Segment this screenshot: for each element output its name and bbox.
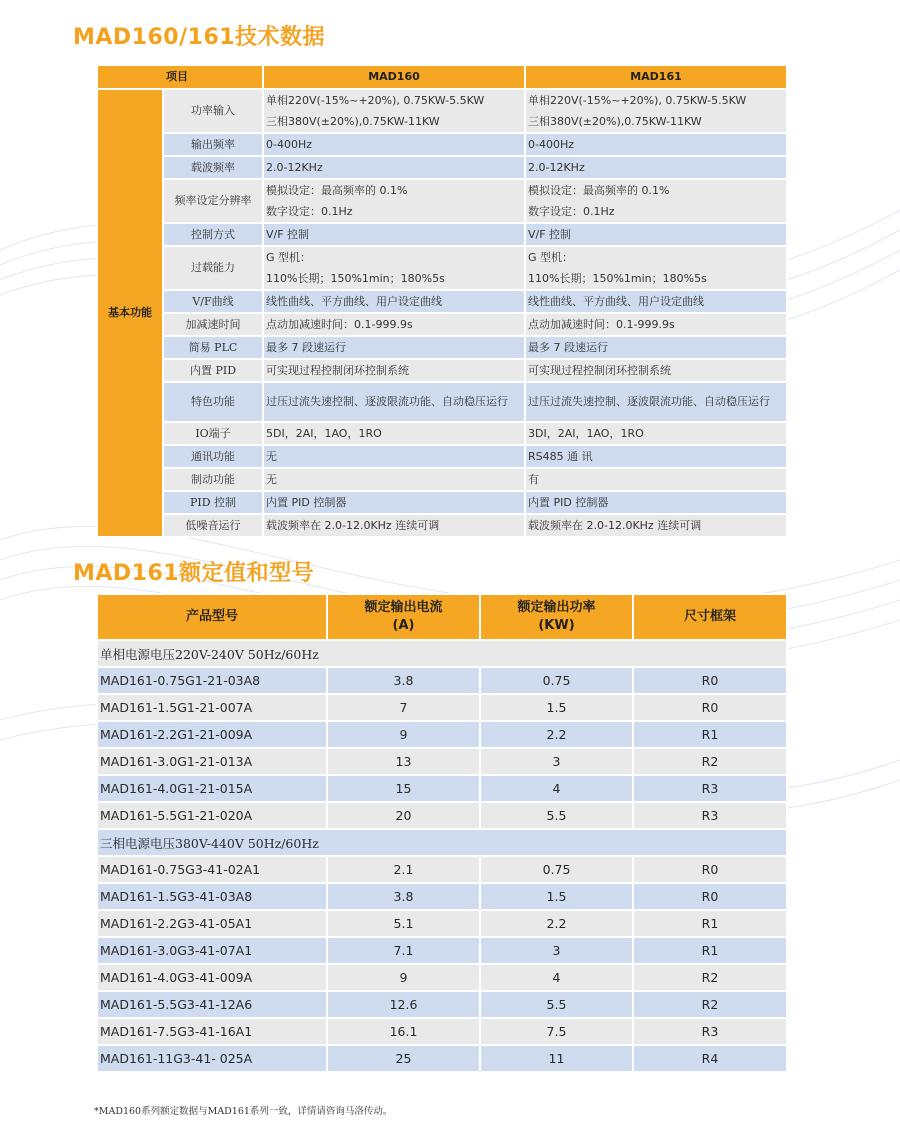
rating-cell-current: 3.8	[327, 883, 480, 910]
rating-cell-model: MAD161-3.0G1-21-013A	[97, 748, 327, 775]
spec-value-mad161	[525, 156, 787, 179]
spec-row-label: 简易 PLC	[163, 336, 263, 359]
spec-row	[97, 514, 787, 537]
spec-value-line: 线性曲线、平方曲线、用户设定曲线	[266, 295, 442, 308]
spec-value-line: 最多 7 段速运行	[266, 341, 346, 354]
rating-cell-model: MAD161-2.2G1-21-009A	[97, 721, 327, 748]
spec-value-line: 2.0-12KHz	[528, 161, 585, 174]
rating-cell-current: 13	[327, 748, 480, 775]
spec-value-mad161	[525, 336, 787, 359]
spec-value-line: G 型机：	[528, 251, 574, 264]
spec-value-line: 0-400Hz	[528, 138, 575, 151]
spec-value-line: 无	[266, 450, 277, 463]
spec-header-mad161: MAD161	[525, 65, 787, 89]
spec-value-line: 过压过流失速控制、逐波限流功能、自动稳压运行	[266, 395, 508, 408]
rating-row	[97, 910, 787, 937]
rating-cell-current: 15	[327, 775, 480, 802]
spec-row	[97, 313, 787, 336]
rating-cell-frame: R0	[633, 694, 787, 721]
rating-cell-current: 9	[327, 721, 480, 748]
spec-value-line: 有	[528, 473, 539, 486]
spec-value-mad160	[263, 313, 525, 336]
spec-value-mad161	[525, 468, 787, 491]
rating-row	[97, 991, 787, 1018]
rating-cell-frame: R1	[633, 721, 787, 748]
rating-cell-model: MAD161-0.75G1-21-03A8	[97, 667, 327, 694]
rating-cell-model: MAD161-1.5G3-41-03A8	[97, 883, 327, 910]
spec-value-line: V/F 控制	[266, 228, 310, 241]
rating-cell-model: MAD161-5.5G1-21-020A	[97, 802, 327, 829]
rating-cell-power: 4	[480, 775, 633, 802]
spec-row	[97, 89, 787, 133]
rating-table	[96, 593, 788, 1073]
spec-row	[97, 382, 787, 422]
rating-cell-model: MAD161-4.0G3-41-009A	[97, 964, 327, 991]
rating-cell-model: MAD161-11G3-41- 025A	[97, 1045, 327, 1072]
rating-cell-current: 3.8	[327, 667, 480, 694]
rating-cell-power: 3	[480, 937, 633, 964]
rating-cell-model: MAD161-3.0G3-41-07A1	[97, 937, 327, 964]
spec-value-line: 内置 PID 控制器	[528, 496, 609, 509]
rating-cell-power: 1.5	[480, 694, 633, 721]
rating-cell-current: 2.1	[327, 856, 480, 883]
rating-header-power: 额定输出功率 (KW)	[480, 594, 633, 640]
spec-value-line: 线性曲线、平方曲线、用户设定曲线	[528, 295, 704, 308]
spec-value-line: 可实现过程控制闭环控制系统	[266, 364, 409, 377]
spec-row	[97, 445, 787, 468]
spec-row	[97, 133, 787, 156]
spec-value-line: 单相220V(-15%~+20%), 0.75KW-5.5KW	[266, 94, 485, 107]
spec-row-label: 低噪音运行	[163, 514, 263, 537]
rating-row	[97, 1045, 787, 1072]
spec-value-mad161	[525, 422, 787, 445]
spec-value-mad160	[263, 336, 525, 359]
spec-row-label: 加减速时间	[163, 313, 263, 336]
spec-value-line: 三相380V(±20%),0.75KW-11KW	[528, 115, 702, 128]
spec-header-item: 项目	[97, 65, 263, 89]
spec-value-mad160	[263, 133, 525, 156]
rating-row	[97, 883, 787, 910]
spec-row-label: 内置 PID	[163, 359, 263, 382]
spec-value-line: 模拟设定：最高频率的 0.1%	[266, 184, 408, 197]
rating-group-title: 单相电源电压220V-240V 50Hz/60Hz	[97, 640, 787, 667]
spec-value-line: 点动加减速时间：0.1-999.9s	[528, 318, 675, 331]
rating-cell-model: MAD161-5.5G3-41-12A6	[97, 991, 327, 1018]
spec-value-mad161	[525, 514, 787, 537]
rating-cell-power: 5.5	[480, 802, 633, 829]
rating-cell-frame: R4	[633, 1045, 787, 1072]
spec-value-line: 模拟设定：最高频率的 0.1%	[528, 184, 670, 197]
spec-row-label: 输出频率	[163, 133, 263, 156]
rating-cell-current: 20	[327, 802, 480, 829]
spec-row	[97, 246, 787, 290]
spec-row	[97, 336, 787, 359]
rating-cell-power: 2.2	[480, 910, 633, 937]
rating-cell-frame: R2	[633, 964, 787, 991]
spec-row-label: 频率设定分辨率	[163, 179, 263, 223]
rating-cell-power: 3	[480, 748, 633, 775]
rating-cell-current: 7.1	[327, 937, 480, 964]
spec-value-mad161	[525, 491, 787, 514]
rating-row	[97, 775, 787, 802]
spec-value-mad160	[263, 290, 525, 313]
spec-value-line: 110%长期；150%1min；180%5s	[528, 272, 707, 285]
spec-value-mad160	[263, 223, 525, 246]
spec-value-mad161	[525, 445, 787, 468]
spec-row-label: V/F曲线	[163, 290, 263, 313]
spec-value-mad161	[525, 359, 787, 382]
rating-cell-current: 9	[327, 964, 480, 991]
spec-row-label: 载波频率	[163, 156, 263, 179]
spec-value-line: 5DI，2AI，1AO，1RO	[266, 427, 382, 440]
spec-table	[96, 64, 788, 538]
rating-section-title: MAD161额定值和型号	[73, 561, 315, 586]
rating-cell-model: MAD161-4.0G1-21-015A	[97, 775, 327, 802]
spec-value-line: RS485 通 讯	[528, 450, 593, 463]
footnote: *MAD160系列额定数据与MAD161系列一致，详情请咨询马洛传动。	[94, 1106, 393, 1117]
rating-cell-frame: R3	[633, 802, 787, 829]
spec-value-line: 载波频率在 2.0-12.0KHz 连续可调	[528, 519, 702, 532]
spec-value-line: G 型机：	[266, 251, 312, 264]
spec-row-label: 过载能力	[163, 246, 263, 290]
spec-value-line: 可实现过程控制闭环控制系统	[528, 364, 671, 377]
rating-row	[97, 721, 787, 748]
spec-value-mad161	[525, 89, 787, 133]
rating-cell-frame: R1	[633, 937, 787, 964]
rating-cell-current: 16.1	[327, 1018, 480, 1045]
rating-cell-frame: R0	[633, 883, 787, 910]
rating-cell-frame: R3	[633, 775, 787, 802]
rating-cell-power: 1.5	[480, 883, 633, 910]
rating-cell-current: 25	[327, 1045, 480, 1072]
rating-cell-power: 4	[480, 964, 633, 991]
rating-cell-frame: R3	[633, 1018, 787, 1045]
spec-value-mad161	[525, 313, 787, 336]
spec-row-label: 功率输入	[163, 89, 263, 133]
rating-cell-current: 5.1	[327, 910, 480, 937]
spec-value-mad160	[263, 491, 525, 514]
spec-value-line: 点动加减速时间：0.1-999.9s	[266, 318, 413, 331]
spec-row-label: 通讯功能	[163, 445, 263, 468]
rating-cell-model: MAD161-0.75G3-41-02A1	[97, 856, 327, 883]
rating-cell-model: MAD161-2.2G3-41-05A1	[97, 910, 327, 937]
rating-row	[97, 748, 787, 775]
spec-value-mad160	[263, 468, 525, 491]
spec-value-mad161	[525, 246, 787, 290]
spec-value-line: 单相220V(-15%~+20%), 0.75KW-5.5KW	[528, 94, 747, 107]
rating-cell-current: 7	[327, 694, 480, 721]
spec-value-mad160	[263, 246, 525, 290]
rating-header-model: 产品型号	[97, 594, 327, 640]
spec-row	[97, 156, 787, 179]
spec-value-mad161	[525, 382, 787, 422]
rating-header-frame: 尺寸框架	[633, 594, 787, 640]
rating-cell-model: MAD161-7.5G3-41-16A1	[97, 1018, 327, 1045]
spec-value-mad160	[263, 179, 525, 223]
spec-value-line: 数字设定：0.1Hz	[266, 205, 353, 218]
spec-row	[97, 359, 787, 382]
spec-value-line: 2.0-12KHz	[266, 161, 323, 174]
rating-cell-power: 0.75	[480, 856, 633, 883]
spec-value-line: 载波频率在 2.0-12.0KHz 连续可调	[266, 519, 440, 532]
spec-section-title: MAD160/161技术数据	[73, 25, 326, 50]
spec-value-mad161	[525, 223, 787, 246]
rating-row	[97, 667, 787, 694]
spec-row-label: 控制方式	[163, 223, 263, 246]
spec-value-line: 三相380V(±20%),0.75KW-11KW	[266, 115, 440, 128]
rating-cell-current: 12.6	[327, 991, 480, 1018]
spec-row-label: PID 控制	[163, 491, 263, 514]
spec-header-mad160: MAD160	[263, 65, 525, 89]
spec-row	[97, 422, 787, 445]
spec-value-mad161	[525, 179, 787, 223]
spec-row	[97, 223, 787, 246]
rating-cell-power: 0.75	[480, 667, 633, 694]
spec-value-mad160	[263, 422, 525, 445]
spec-value-line: 无	[266, 473, 277, 486]
spec-value-mad160	[263, 382, 525, 422]
rating-row	[97, 1018, 787, 1045]
spec-value-line: 110%长期；150%1min；180%5s	[266, 272, 445, 285]
spec-row	[97, 179, 787, 223]
spec-value-line: 内置 PID 控制器	[266, 496, 347, 509]
rating-cell-frame: R2	[633, 748, 787, 775]
rating-cell-frame: R0	[633, 856, 787, 883]
rating-cell-power: 5.5	[480, 991, 633, 1018]
spec-value-line: 0-400Hz	[266, 138, 313, 151]
spec-value-mad161	[525, 290, 787, 313]
spec-row	[97, 491, 787, 514]
rating-row	[97, 802, 787, 829]
rating-cell-model: MAD161-1.5G1-21-007A	[97, 694, 327, 721]
spec-row-label: 制动功能	[163, 468, 263, 491]
spec-value-line: V/F 控制	[528, 228, 572, 241]
rating-header-current: 额定输出电流 (A)	[327, 594, 480, 640]
spec-value-mad160	[263, 156, 525, 179]
rating-row	[97, 937, 787, 964]
rating-cell-frame: R0	[633, 667, 787, 694]
spec-value-line: 过压过流失速控制、逐波限流功能、自动稳压运行	[528, 395, 770, 408]
rating-cell-power: 2.2	[480, 721, 633, 748]
spec-value-mad160	[263, 514, 525, 537]
spec-value-line: 3DI，2AI，1AO，1RO	[528, 427, 644, 440]
rating-row	[97, 964, 787, 991]
rating-group-row	[97, 829, 787, 856]
spec-value-mad160	[263, 89, 525, 133]
spec-row	[97, 290, 787, 313]
spec-value-mad160	[263, 359, 525, 382]
rating-cell-frame: R2	[633, 991, 787, 1018]
spec-value-mad160	[263, 445, 525, 468]
rating-row	[97, 856, 787, 883]
rating-row	[97, 694, 787, 721]
spec-value-mad161	[525, 133, 787, 156]
rating-group-title: 三相电源电压380V-440V 50Hz/60Hz	[97, 829, 787, 856]
rating-cell-frame: R1	[633, 910, 787, 937]
rating-cell-power: 11	[480, 1045, 633, 1072]
spec-category-label: 基本功能	[97, 89, 163, 537]
spec-row-label: 特色功能	[163, 382, 263, 422]
rating-group-row	[97, 640, 787, 667]
spec-value-line: 最多 7 段速运行	[528, 341, 608, 354]
spec-row-label: IO端子	[163, 422, 263, 445]
rating-cell-power: 7.5	[480, 1018, 633, 1045]
spec-row	[97, 468, 787, 491]
spec-value-line: 数字设定：0.1Hz	[528, 205, 615, 218]
